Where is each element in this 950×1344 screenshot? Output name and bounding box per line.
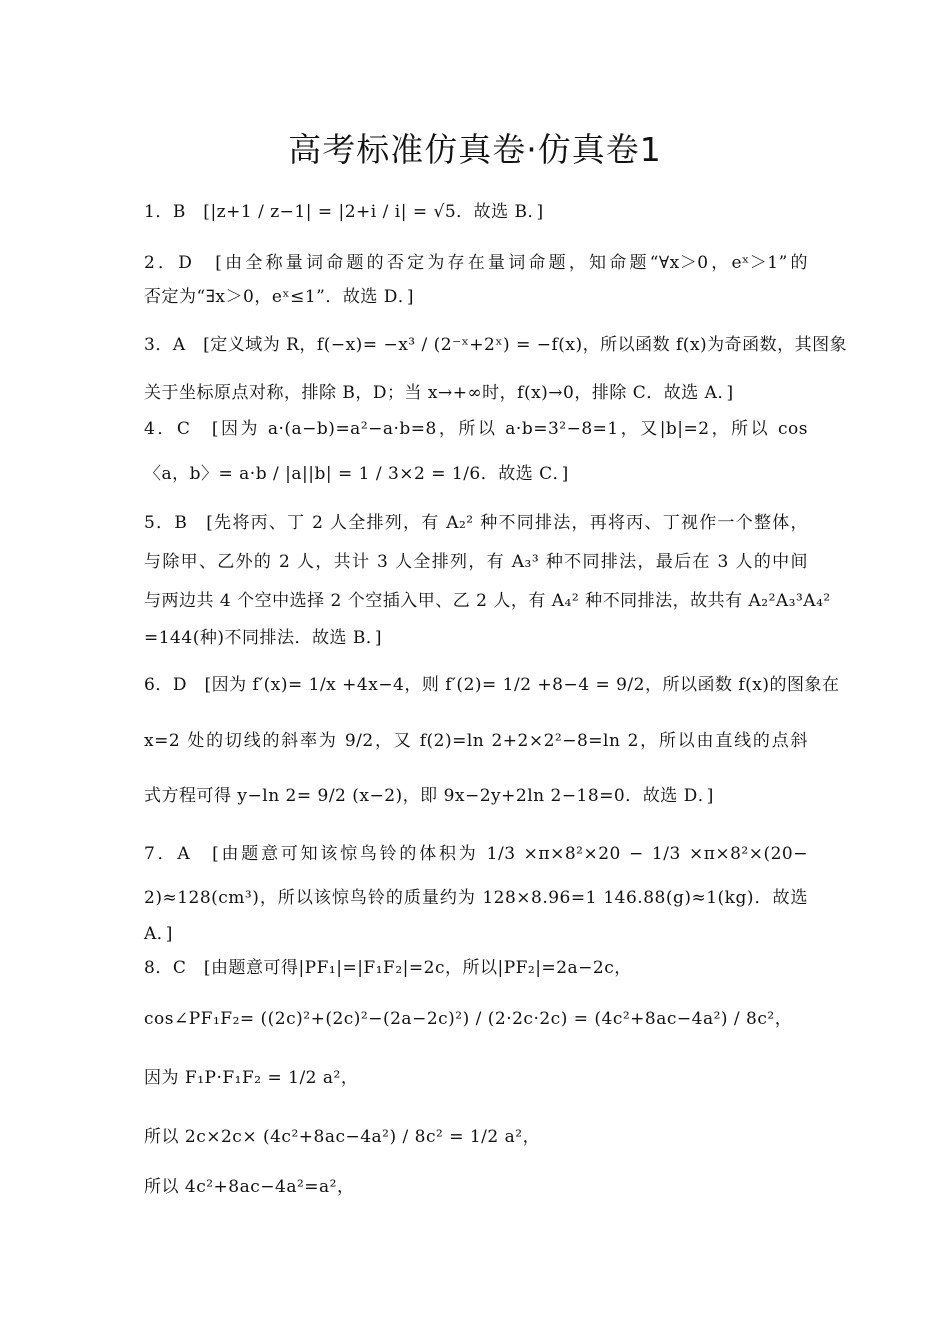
answer-line-8e: 所以 4c²+8ac−4a²=a²，: [144, 1177, 355, 1197]
answer-line-1: 1．B [|z+1 / z−1| = |2+i / i| = √5．故选 B．]: [144, 202, 544, 222]
answer-line-5a: 5．B [先将丙、丁 2 人全排列，有 A₂² 种不同排法，再将丙、丁视作一个整体，: [144, 513, 808, 533]
answer-line-5d: =144(种)不同排法．故选 B．]: [144, 628, 382, 648]
answer-line-4b: 〈a，b〉= a·b / |a||b| = 1 / 3×2 = 1/6．故选 C．]: [144, 464, 569, 484]
answer-line-8c: 因为 F₁P·F₁F₂ = 1/2 a²，: [144, 1068, 359, 1088]
answer-line-3a: 3．A [定义域为 R，f(−x)= −x³ / (2⁻ˣ+2ˣ) = −f(x)，所以函数 f(x)为奇函数，其图象: [144, 335, 848, 355]
answer-line-6a: 6．D [因为 f′(x)= 1/x +4x−4，则 f′(2)= 1/2 +8−4 = 9/2，所以函数 f(x)的图象在: [144, 675, 840, 695]
answer-line-3b: 关于坐标原点对称，排除 B，D；当 x→+∞时，f(x)→0，排除 C．故选 A．]: [144, 383, 734, 403]
answer-line-4a: 4．C [因为 a·(a−b)=a²−a·b=8，所以 a·b=3²−8=1，又|b|=2，所以 cos: [144, 419, 808, 439]
answer-line-6c: 式方程可得 y−ln 2= 9/2 (x−2)，即 9x−2y+2ln 2−18=0．故选 D．]: [144, 786, 714, 806]
answer-line-7b: 2)≈128(cm³)，所以该惊鸟铃的质量约为 128×8.96=1 146.88(g)≈1(kg)．故选: [144, 888, 808, 908]
answer-line-2a: 2．D [由全称量词命题的否定为存在量词命题，知命题“∀x＞0，eˣ＞1”的: [144, 253, 808, 273]
answer-line-7a: 7．A [由题意可知该惊鸟铃的体积为 1/3 ×π×8²×20 − 1/3 ×π×8²×(20−: [144, 844, 808, 864]
answer-line-8b: cos∠PF₁F₂= ((2c)²+(2c)²−(2a−2c)²) / (2·2c·2c) = (4c²+8ac−4a²) / 8c²，: [144, 1009, 793, 1029]
answer-line-8d: 所以 2c×2c× (4c²+8ac−4a²) / 8c² = 1/2 a²，: [144, 1127, 541, 1147]
answer-line-7c: A．]: [144, 924, 173, 944]
answer-line-5c: 与两边共 4 个空中选择 2 个空插入甲、乙 2 人，有 A₄² 种不同排法，故共有 A₂²A₃³A₄²: [144, 591, 831, 611]
answer-line-5b: 与除甲、乙外的 2 人，共计 3 人全排列，有 A₃³ 种不同排法，最后在 3 人的中间: [144, 552, 808, 572]
answer-line-2b: 否定为“∃x＞0，eˣ≤1”．故选 D．]: [144, 287, 414, 307]
answer-line-6b: x=2 处的切线的斜率为 9/2，又 f(2)=ln 2+2×2²−8=ln 2，所以由直线的点斜: [144, 731, 808, 751]
answer-line-8a: 8．C [由题意可得|PF₁|=|F₁F₂|=2c，所以|PF₂|=2a−2c，: [144, 958, 632, 978]
page-title: 高考标准仿真卷·仿真卷1: [288, 130, 662, 169]
